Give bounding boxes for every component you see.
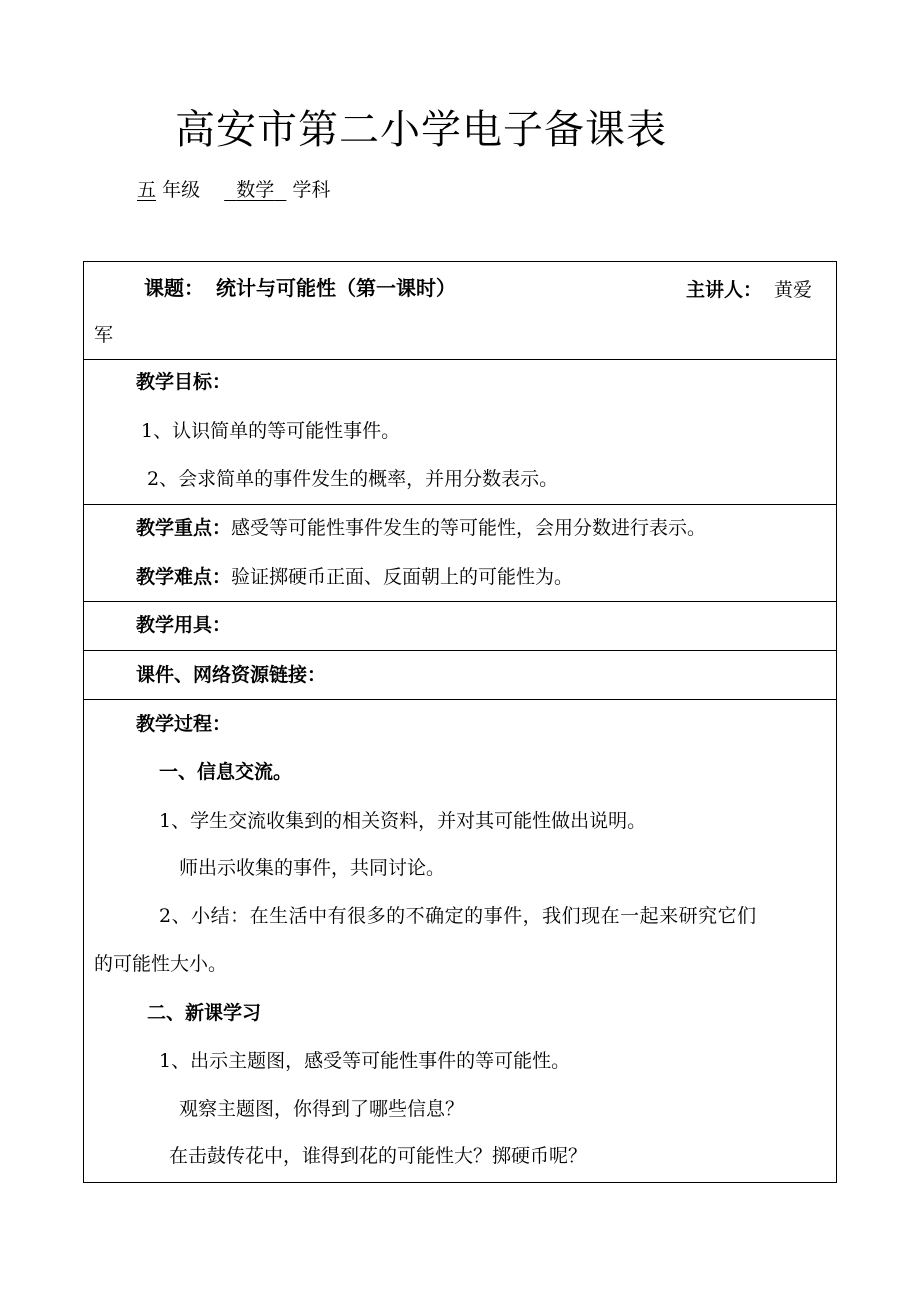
page-title: 高安市第二小学电子备课表 [175, 107, 667, 153]
topic-value: 统计与可能性（第一课时） [216, 276, 456, 300]
focus-text: 感受等可能性事件发生的等可能性，会用分数进行表示。 [231, 517, 707, 539]
speaker-name-part2: 军 [94, 324, 114, 346]
objective-item: 2、会求简单的事件发生的概率，并用分数表示。 [147, 468, 559, 490]
difficulty-line [136, 563, 573, 591]
process-heading: 教学过程： [136, 713, 232, 735]
objectives-row [84, 359, 836, 505]
difficulty-label: 教学难点： [136, 566, 232, 588]
objectives-heading: 教学目标： [136, 371, 232, 393]
resources-row [84, 650, 836, 700]
resources-label: 课件、网络资源链接： [136, 664, 327, 686]
grade-subject-line [137, 176, 330, 204]
speaker-label: 主讲人： [686, 279, 763, 301]
focus-label: 教学重点： [136, 517, 232, 539]
topic-row [84, 262, 836, 360]
process-line: 在击鼓传花中，谁得到花的可能性大？掷硬币呢？ [169, 1145, 588, 1167]
grade-value: 五 [137, 179, 157, 201]
process-line: 观察主题图，你得到了哪些信息？ [179, 1098, 465, 1120]
section-title: 二、新课学习 [147, 1002, 262, 1024]
tools-label: 教学用具： [136, 614, 232, 636]
subject-value: 数学 [236, 179, 275, 201]
process-line: 师出示收集的事件，共同讨论。 [179, 857, 446, 879]
key-points-row [84, 504, 836, 602]
process-line: 1、学生交流收集到的相关资料，并对其可能性做出说明。 [159, 810, 647, 832]
topic-label: 课题： [144, 276, 204, 300]
difficulty-text: 验证掷硬币正面、反面朝上的可能性为。 [231, 566, 574, 588]
lesson-plan-table [83, 261, 837, 1183]
objective-item: 1、认识简单的等可能性事件。 [141, 420, 401, 442]
process-line: 的可能性大小。 [94, 953, 228, 975]
section-title: 一、信息交流。 [159, 761, 293, 783]
grade-label: 年级 [162, 179, 201, 201]
focus-line [136, 514, 706, 542]
process-line: 2、小结：在生活中有很多的不确定的事件，我们现在一起来研究它们 [159, 905, 757, 927]
tools-row [84, 601, 836, 651]
speaker-name-part1: 黄爱 [774, 279, 813, 301]
subject-label: 学科 [292, 179, 331, 201]
process-line: 1、出示主题图，感受等可能性事件的等可能性。 [159, 1050, 571, 1072]
process-row [84, 699, 836, 1182]
